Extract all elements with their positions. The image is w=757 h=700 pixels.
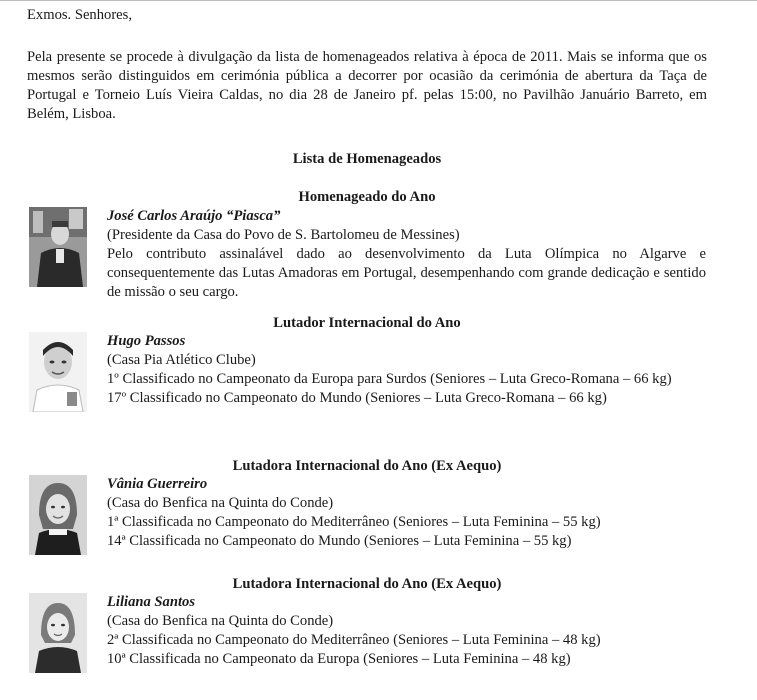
intro-text: Pela presente se procede à divulgação da lista de homenageados relativa à época de 2011. Mais se informa que os mesmos serão distinguidos em cerimónia pública a decorrer por ocasião da cerimónia de abertura da Taça de Portugal e Torneio Luís Vieira Caldas, no dia 28 de Janeiro pf. pelas 15:00, no Pavilhão Januário Barreto, em Belém, Lisboa. (27, 49, 707, 122)
entry-lutadora-1 (107, 475, 706, 551)
photo-hugo-passos (29, 332, 87, 412)
honoree-club: (Presidente da Casa do Povo de S. Bartolomeu de Messines) (107, 227, 460, 243)
list-title: Lista de Homenageados (292, 151, 442, 167)
honoree-name: Vânia Guerreiro (107, 476, 208, 492)
honoree-result: 10ª Classificada no Campeonato da Europa (Seniores – Luta Feminina – 48 kg) (107, 651, 571, 667)
honoree-club: (Casa Pia Atlético Clube) (107, 352, 256, 368)
section-title-lutadora-1: Lutadora Internacional do Ano (Ex Aequo) (232, 458, 502, 474)
honoree-result: 1ª Classificada no Campeonato do Mediterrâneo (Seniores – Luta Feminina – 55 kg) (107, 514, 601, 530)
honoree-name: Liliana Santos (107, 594, 195, 610)
entry-lutadora-2 (107, 593, 706, 669)
honoree-name: Hugo Passos (107, 333, 186, 349)
photo-vania-guerreiro (29, 475, 87, 555)
honoree-result: 17º Classificado no Campeonato do Mundo (Seniores – Luta Greco-Romana – 66 kg) (107, 390, 607, 406)
honoree-result: 1º Classificado no Campeonato da Europa para Surdos (Seniores – Luta Greco-Romana – 66 kg) (107, 371, 672, 387)
section-title-lutadora-2: Lutadora Internacional do Ano (Ex Aequo) (232, 576, 502, 592)
entry-homenageado (107, 207, 706, 302)
honoree-description: Pelo contributo assinalável dado ao desenvolvimento da Luta Olímpica no Algarve e consequentemente das Lutas Amadoras em Portugal, desempenhando com grande dedicação e sentido de missão o seu cargo. (107, 246, 706, 300)
section-title-lutador: Lutador Internacional do Ano (273, 315, 461, 331)
intro-paragraph (27, 48, 707, 124)
honoree-result: 2ª Classificada no Campeonato do Mediterrâneo (Seniores – Luta Feminina – 48 kg) (107, 632, 601, 648)
honoree-club: (Casa do Benfica na Quinta do Conde) (107, 495, 334, 511)
greeting: Exmos. Senhores, (27, 7, 132, 23)
photo-jose-carlos-araujo (29, 207, 87, 287)
entry-lutador (107, 332, 706, 408)
section-title-homenageado: Homenageado do Ano (298, 189, 436, 205)
photo-liliana-santos (29, 593, 87, 673)
honoree-name: José Carlos Araújo “Piasca” (107, 208, 281, 224)
top-divider (0, 0, 757, 1)
honoree-club: (Casa do Benfica na Quinta do Conde) (107, 613, 334, 629)
honoree-result: 14ª Classificada no Campeonato do Mundo (Seniores – Luta Feminina – 55 kg) (107, 533, 572, 549)
